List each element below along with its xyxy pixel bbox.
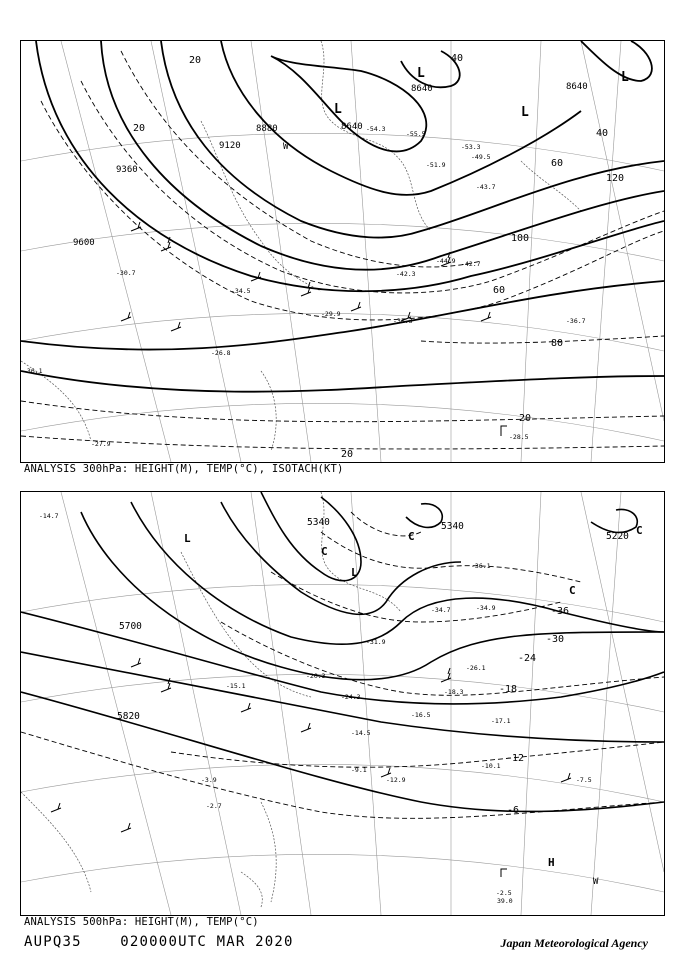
- chart-300hpa: [20, 40, 665, 463]
- isotach-label: 20: [133, 123, 146, 134]
- temp-sample: -3.9: [201, 776, 217, 784]
- high-marker: H: [548, 856, 555, 869]
- height-label: 8640: [341, 122, 363, 132]
- temp-sample: -12.9: [386, 776, 406, 784]
- temp-sample: -14.7: [39, 512, 59, 520]
- wind-barbs: [121, 222, 507, 436]
- temp-sample: -54.3: [366, 125, 386, 133]
- isotherm-label: -30: [546, 634, 565, 645]
- temp-sample: -44.9: [436, 257, 456, 265]
- temp-sample: -20.3: [306, 672, 326, 680]
- isotherm-label: -18: [499, 684, 518, 695]
- temp-sample: -26.8: [211, 349, 231, 357]
- height-label: 5340: [441, 521, 464, 532]
- temp-sample: -24.3: [341, 693, 361, 701]
- isotach-label: 60: [493, 285, 506, 296]
- isotach-label: 60: [551, 158, 564, 169]
- map-300hpa: [21, 41, 664, 462]
- height-label: 5700: [119, 621, 142, 632]
- chart-code: AUPQ35: [24, 934, 82, 950]
- temp-sample: -15.1: [226, 682, 246, 690]
- height-contours: [21, 41, 664, 392]
- temp-sample: -31.3: [393, 317, 413, 325]
- temp-sample: -51.9: [426, 161, 446, 169]
- temp-sample: -55.5: [406, 130, 426, 138]
- isotach-label: 20: [341, 449, 354, 460]
- cold-marker: C: [569, 584, 576, 597]
- low-marker: L: [184, 532, 191, 545]
- isotach-label: 20: [519, 413, 532, 424]
- temp-sample: -42.3: [396, 270, 416, 278]
- wind-marker: W: [283, 142, 289, 152]
- height-label: 8880: [256, 124, 278, 134]
- height-label: 5220: [606, 531, 629, 542]
- temp-sample: -36.7: [566, 317, 586, 325]
- height-label: 8640: [566, 82, 588, 92]
- cold-marker: C: [408, 530, 415, 543]
- map-500hpa: [21, 492, 664, 915]
- coastline: [21, 41, 581, 451]
- temp-sample: -36.1: [471, 562, 491, 570]
- isotach-label: 40: [451, 53, 464, 64]
- temp-sample: -18.3: [444, 688, 464, 696]
- temp-sample: -28.5: [509, 433, 529, 441]
- temperature-samples: [39, 512, 592, 897]
- graticule: [21, 41, 664, 462]
- isotach-labels: [133, 53, 624, 460]
- temp-sample: -43.7: [476, 183, 496, 191]
- isotherm-label: -12: [506, 753, 525, 764]
- chart-500hpa: [20, 491, 665, 916]
- temp-sample: -26.1: [466, 664, 486, 672]
- low-marker: L: [351, 566, 358, 579]
- low-marker: L: [521, 105, 529, 120]
- temp-sample: -14.5: [351, 729, 371, 737]
- temp-sample: -34.7: [431, 606, 451, 614]
- low-marker: L: [334, 102, 342, 117]
- temp-sample: -29.9: [321, 310, 341, 318]
- wind-marker: W: [593, 877, 599, 887]
- temp-sample: -9.1: [351, 766, 367, 774]
- temp-sample: -2.7: [206, 802, 222, 810]
- isotherm-label: -36: [551, 606, 570, 617]
- cold-marker: C: [321, 545, 328, 558]
- corner-temp: 39.0: [497, 897, 513, 905]
- cold-marker: C: [636, 524, 643, 537]
- height-label: 9360: [116, 165, 138, 175]
- low-marker: L: [621, 70, 629, 85]
- temp-sample: -42.7: [461, 260, 481, 268]
- temp-sample: -16.5: [411, 711, 431, 719]
- height-label: 9600: [73, 238, 95, 248]
- isotherm-label: -24: [518, 653, 537, 664]
- caption-500hpa: ANALYSIS 500hPa: HEIGHT(M), TEMP(°C): [24, 916, 259, 928]
- height-label: 5340: [307, 517, 330, 528]
- temp-sample: -34.9: [476, 604, 496, 612]
- temp-sample: -53.3: [461, 143, 481, 151]
- caption-300hpa: ANALYSIS 300hPa: HEIGHT(M), TEMP(°C), ISOTACH(KT): [24, 463, 344, 475]
- temp-sample: -27.9: [91, 440, 111, 448]
- temp-sample: -34.5: [231, 287, 251, 295]
- temp-sample: -49.5: [471, 153, 491, 161]
- temp-sample: -10.1: [481, 762, 501, 770]
- height-label: 9120: [219, 141, 241, 151]
- temp-sample: -17.1: [491, 717, 511, 725]
- graticule: [21, 492, 664, 915]
- chart-time: 020000UTC MAR 2020: [120, 934, 294, 950]
- agency-name: Japan Meteorological Agency: [500, 936, 648, 950]
- isotach-label: 80: [551, 338, 564, 349]
- chart-code-line: [24, 934, 294, 950]
- low-marker: L: [417, 66, 425, 81]
- temp-sample: -7.5: [576, 776, 592, 784]
- isotach-label: 120: [606, 173, 625, 184]
- height-contours: [21, 492, 664, 811]
- isotach-label: 100: [511, 233, 530, 244]
- temp-sample: -31.9: [366, 638, 386, 646]
- pressure-markers: [334, 66, 629, 120]
- temp-sample: -2.5: [496, 889, 512, 897]
- height-labels: [117, 517, 629, 722]
- isotach-label: 20: [189, 55, 202, 66]
- isotherms: [21, 512, 664, 818]
- isotach-label: 40: [596, 128, 609, 139]
- isotherm-label: -6: [507, 805, 520, 816]
- height-label: 8640: [411, 84, 433, 94]
- height-label: 5820: [117, 711, 140, 722]
- temp-sample: -36.1: [23, 367, 43, 375]
- temp-sample: -30.7: [116, 269, 136, 277]
